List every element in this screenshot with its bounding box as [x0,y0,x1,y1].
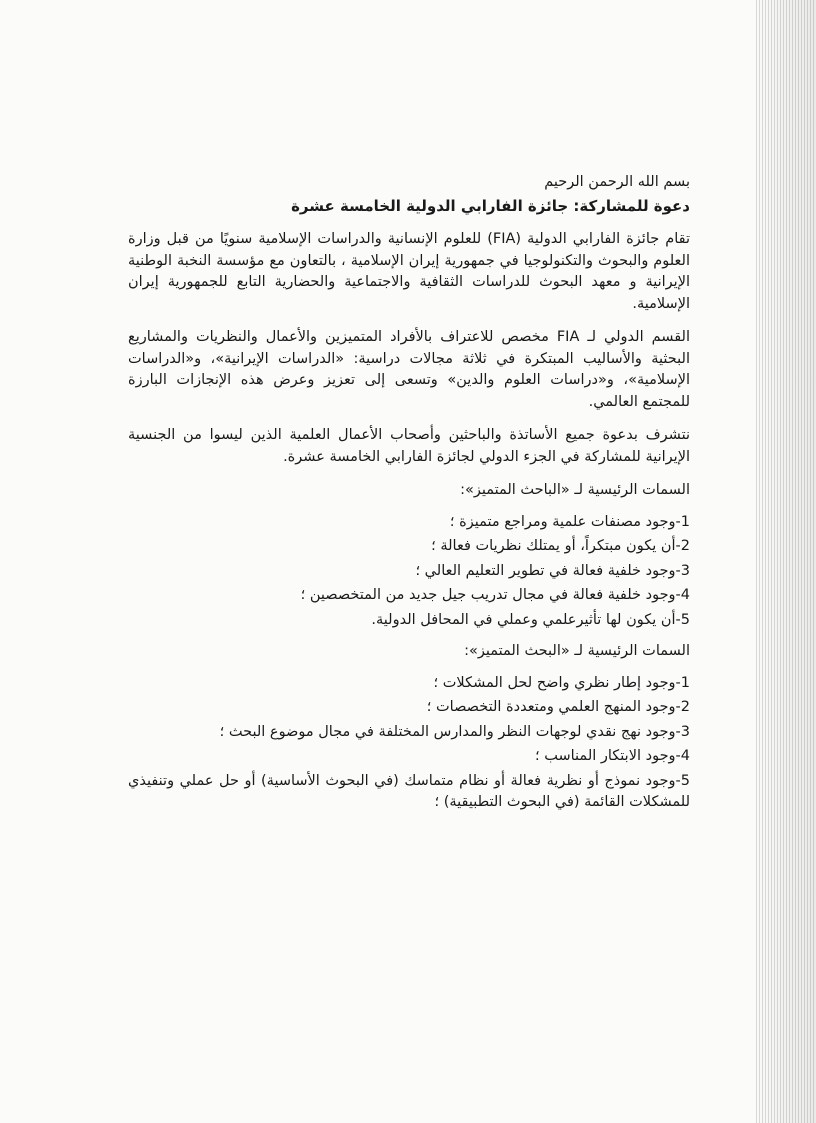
international-section-paragraph: القسم الدولي لـ FIA مخصص للاعتراف بالأفراد المتميزين والأعمال والنظريات والمشاريع البحثية والأساليب المبتكرة في ثلاثة مجالات دراسية: «الدراسات الإيرانية»، و«الدراسات الإسلامية»، و«دراسات العلوم والدين» وتسعى إلى تعزيز وعرض هذه الإنجازات البارزة للمجتمع العالمي. [128,329,690,410]
item-text: وجود الابتكار المناسب ؛ [535,748,676,764]
item-number: 4- [675,587,690,603]
document-title: دعوة للمشاركة: جائزة الفارابي الدولية الخامسة عشرة [291,196,690,215]
list-item [128,561,690,583]
item-number: 5- [675,772,690,789]
item-text: وجود نهج نقدي لوجهات النظر والمدارس المختلفة في مجال موضوع البحث ؛ [219,723,676,740]
item-text: أن يكون مبتكراً، أو يمتلك نظريات فعالة ؛ [431,538,676,554]
item-text: وجود مصنفات علمية ومراجع متميزة ؛ [449,513,676,530]
invitation-paragraph: نتشرف بدعوة جميع الأساتذة والباحثين وأصحاب الأعمال العلمية الذين ليسوا من الجنسية الإيرانية للمشاركة في الجزء الدولي لجائزة الفارابي الخامسة عشرة. [128,427,690,465]
list-item [128,585,690,607]
list-item [128,697,690,719]
list-item [128,722,690,744]
item-number: 2- [675,538,690,554]
basmala: بسم الله الرحمن الرحيم [544,174,690,190]
list-item [128,512,690,534]
item-text: وجود خلفية فعالة في تطوير التعليم العالي ؛ [415,562,676,579]
item-number: 1- [675,674,690,691]
item-number: 3- [675,723,690,740]
item-number: 2- [675,699,690,715]
document-page [128,172,690,824]
item-text: أن يكون لها تأثيرعلمي وعملي في المحافل الدولية. [371,611,676,628]
item-number: 1- [675,513,690,530]
item-text: وجود خلفية فعالة في مجال تدريب جيل جديد من المتخصصين ؛ [300,587,676,603]
research-features-list [128,673,690,814]
scan-edge-artifact [754,0,816,1123]
item-number: 3- [675,562,690,579]
list-item [128,536,690,558]
intro-paragraph: تقام جائزة الفارابي الدولية (FIA) للعلوم الإنسانية والدراسات الإسلامية سنويًا من قبل وزارة العلوم والبحوث والتكنولوجيا في جمهورية إيران الإسلامية ، بالتعاون مع مؤسسة النخبة الوطنية الإيرانية و معهد البحوث للدراسات الثقافية والاجتماعية والحضارية التابع للجمهورية إيران الإسلامية. [128,231,691,312]
researcher-features-list [128,512,690,632]
researcher-features-heading: السمات الرئيسية لـ «الباحث المتميز»: [460,482,690,498]
item-number: 5- [675,611,690,628]
item-text: وجود المنهج العلمي ومتعددة التخصصات ؛ [426,699,676,715]
research-features-heading: السمات الرئيسية لـ «البحث المتميز»: [464,643,690,659]
list-item [128,610,690,632]
item-text: وجود نموذج أو نظرية فعالة أو نظام متماسك (في البحوث الأساسية) أو حل عملي وتنفيذي للمشكلات القائمة (في البحوث التطبيقية) ؛ [128,772,690,810]
item-number: 4- [675,748,690,764]
list-item [128,673,690,695]
list-item [128,746,690,768]
list-item [128,771,690,814]
item-text: وجود إطار نظري واضح لحل المشكلات ؛ [433,674,676,691]
